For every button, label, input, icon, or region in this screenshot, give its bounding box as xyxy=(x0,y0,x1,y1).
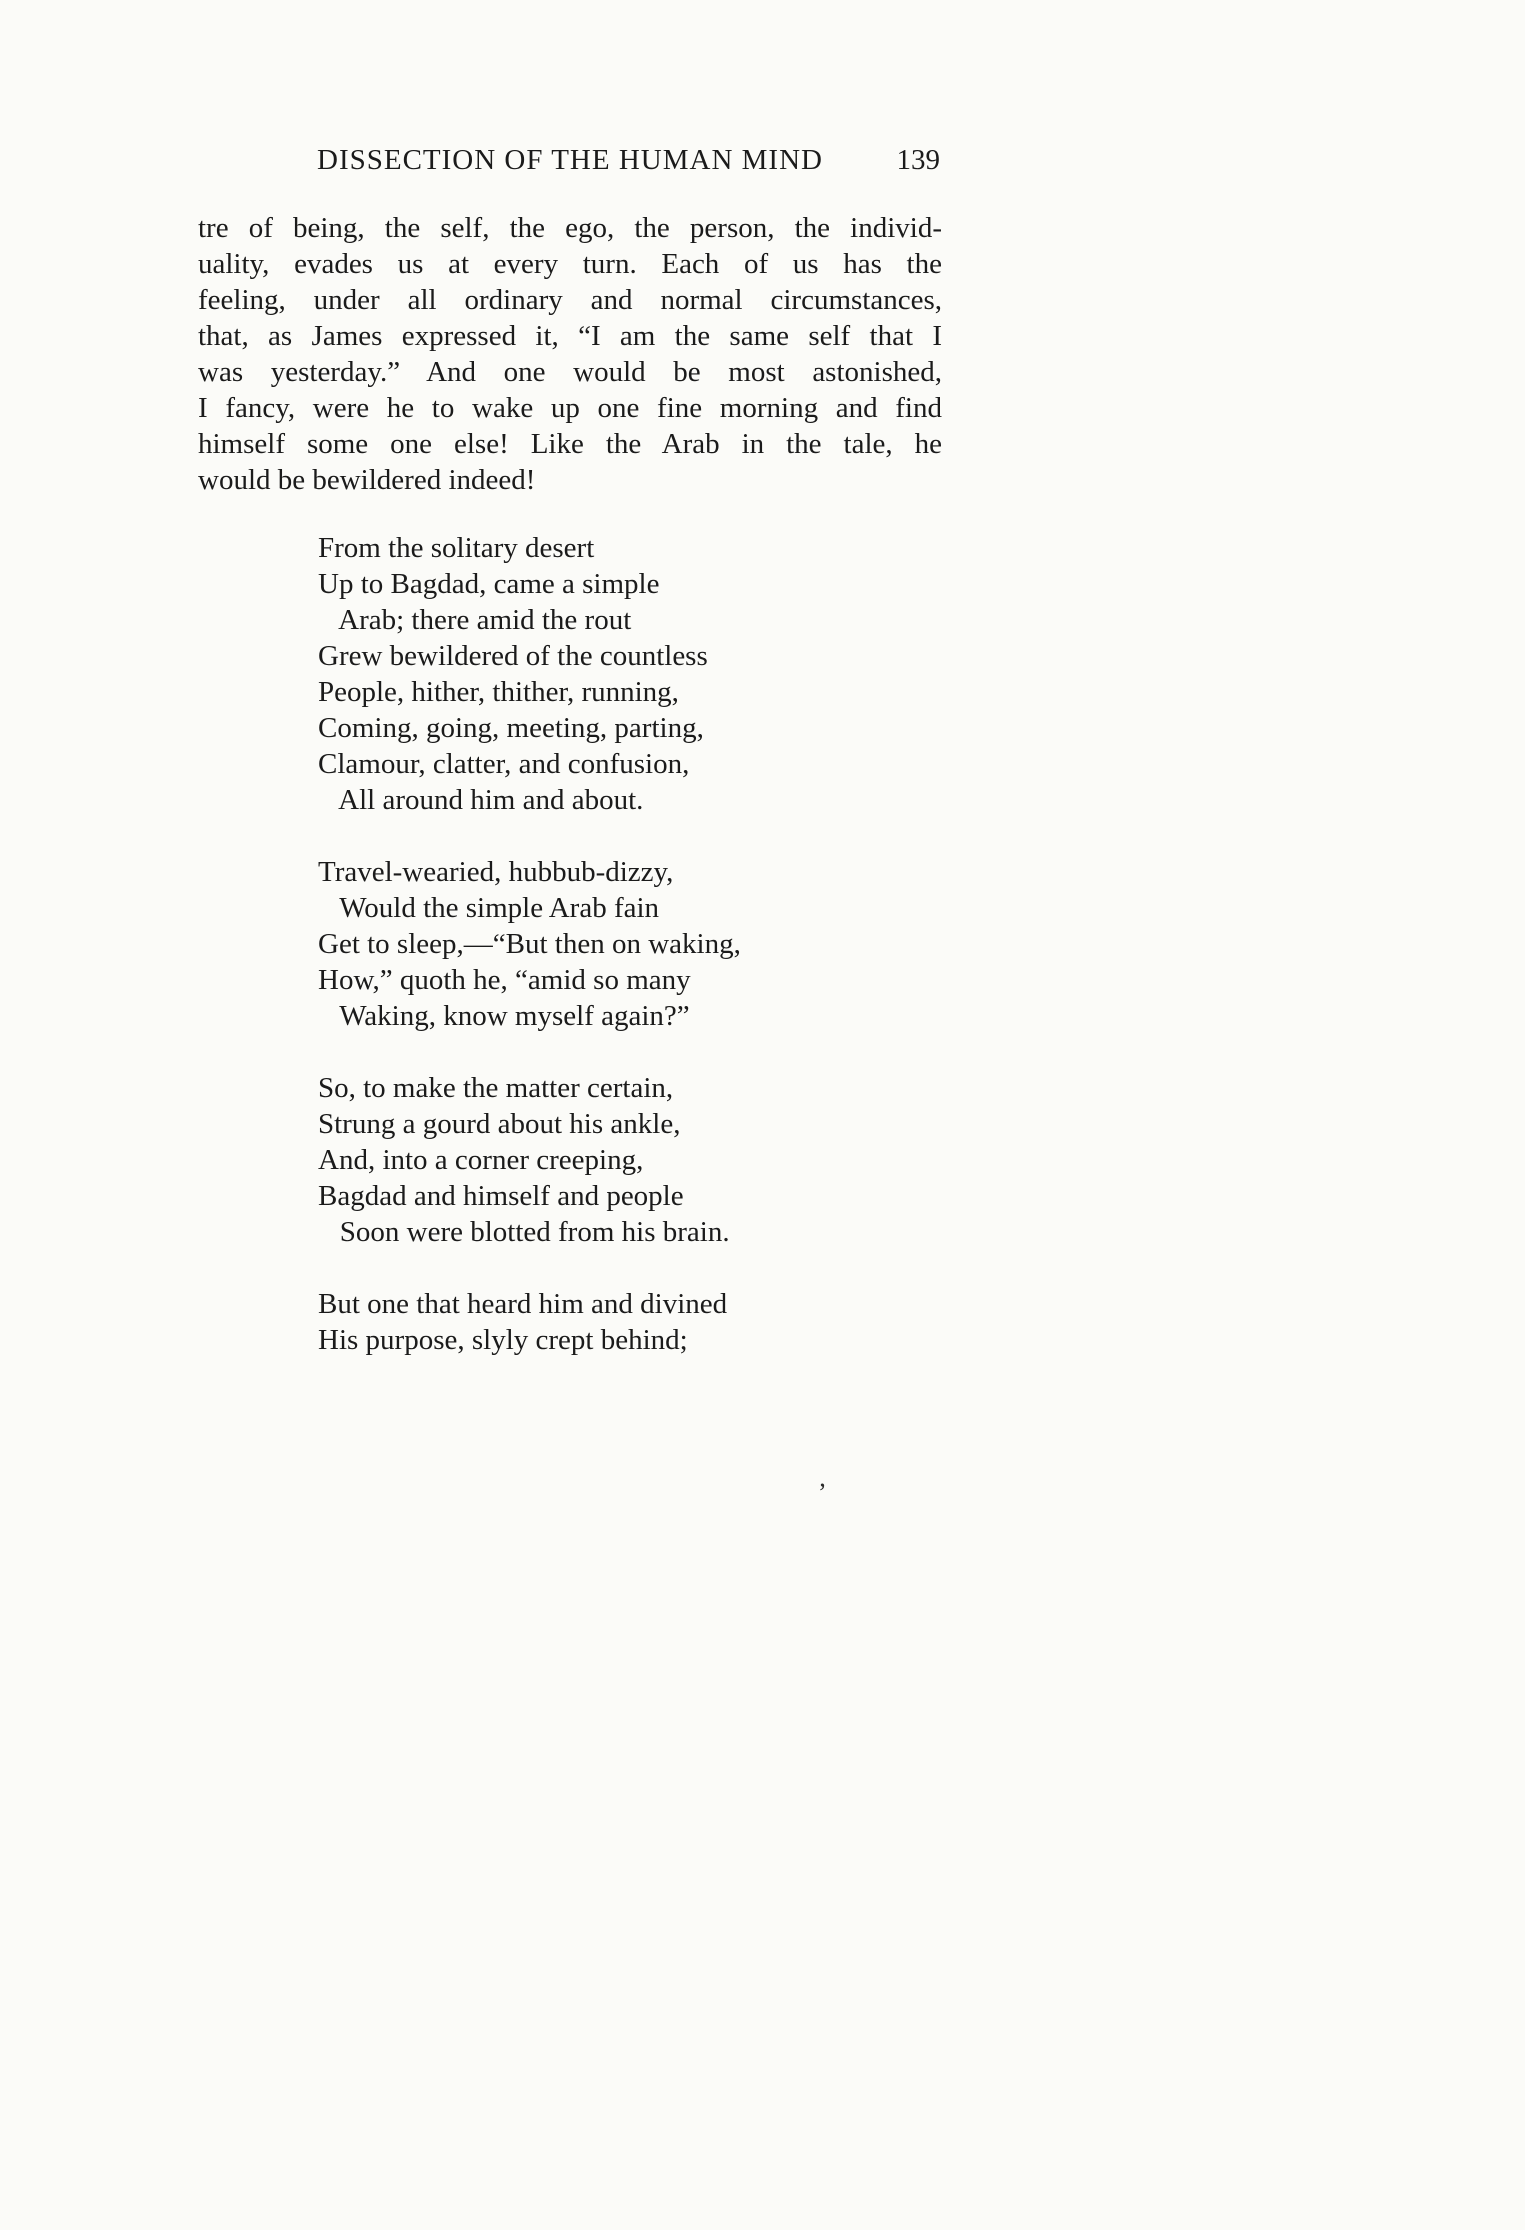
poem-line: And, into a corner creeping, xyxy=(318,1144,644,1176)
poem-line: People, hither, thither, running, xyxy=(318,676,679,708)
page-title: DISSECTION OF THE HUMAN MIND xyxy=(317,144,823,176)
poem-line: Clamour, clatter, and confusion, xyxy=(318,748,690,780)
poem-line: Bagdad and himself and people xyxy=(318,1180,684,1212)
paragraph-line: tre of being, the self, the ego, the person, the individ- xyxy=(198,212,942,244)
poem-stanza xyxy=(318,1286,942,1358)
scan-artifact: ’ xyxy=(818,1478,827,1507)
poem xyxy=(318,530,942,1358)
poem-line: How,” quoth he, “amid so many xyxy=(318,964,691,996)
poem-line: All around him and about. xyxy=(318,784,644,816)
poem-line: Would the simple Arab fain xyxy=(318,892,660,924)
paragraph-line: himself some one else! Like the Arab in the tale, he xyxy=(198,428,942,460)
poem-line: Arab; there amid the rout xyxy=(318,604,632,636)
paragraph-line: feeling, under all ordinary and normal circumstances, xyxy=(198,284,942,316)
poem-line: Strung a gourd about his ankle, xyxy=(318,1108,681,1140)
poem-line: So, to make the matter certain, xyxy=(318,1072,674,1104)
poem-stanza xyxy=(318,854,942,1034)
paragraph-line: that, as James expressed it, “I am the same self that I xyxy=(198,320,942,352)
poem-line: Grew bewildered of the countless xyxy=(318,640,708,672)
paragraph-line: uality, evades us at every turn. Each of us has the xyxy=(198,248,942,280)
page-number: 139 xyxy=(896,144,940,176)
poem-line: Travel-wearied, hubbub-dizzy, xyxy=(318,856,674,888)
body-paragraph xyxy=(198,210,942,498)
paragraph-line: was yesterday.” And one would be most astonished, xyxy=(198,356,942,388)
poem-line: But one that heard him and divined xyxy=(318,1288,728,1320)
text-block xyxy=(198,142,942,1394)
poem-stanza xyxy=(318,1070,942,1250)
poem-line: Soon were blotted from his brain. xyxy=(318,1216,730,1248)
poem-line: Get to sleep,—“But then on waking, xyxy=(318,928,741,960)
running-header xyxy=(198,142,942,182)
poem-stanza xyxy=(318,530,942,818)
poem-line: From the solitary desert xyxy=(318,532,595,564)
paragraph-line: would be bewildered indeed! xyxy=(198,464,536,496)
poem-line: Coming, going, meeting, parting, xyxy=(318,712,704,744)
poem-line: Up to Bagdad, came a simple xyxy=(318,568,660,600)
poem-line: Waking, know myself again?” xyxy=(318,1000,690,1032)
paragraph-line: I fancy, were he to wake up one fine morning and find xyxy=(198,392,942,424)
poem-line: His purpose, slyly crept behind; xyxy=(318,1324,688,1356)
